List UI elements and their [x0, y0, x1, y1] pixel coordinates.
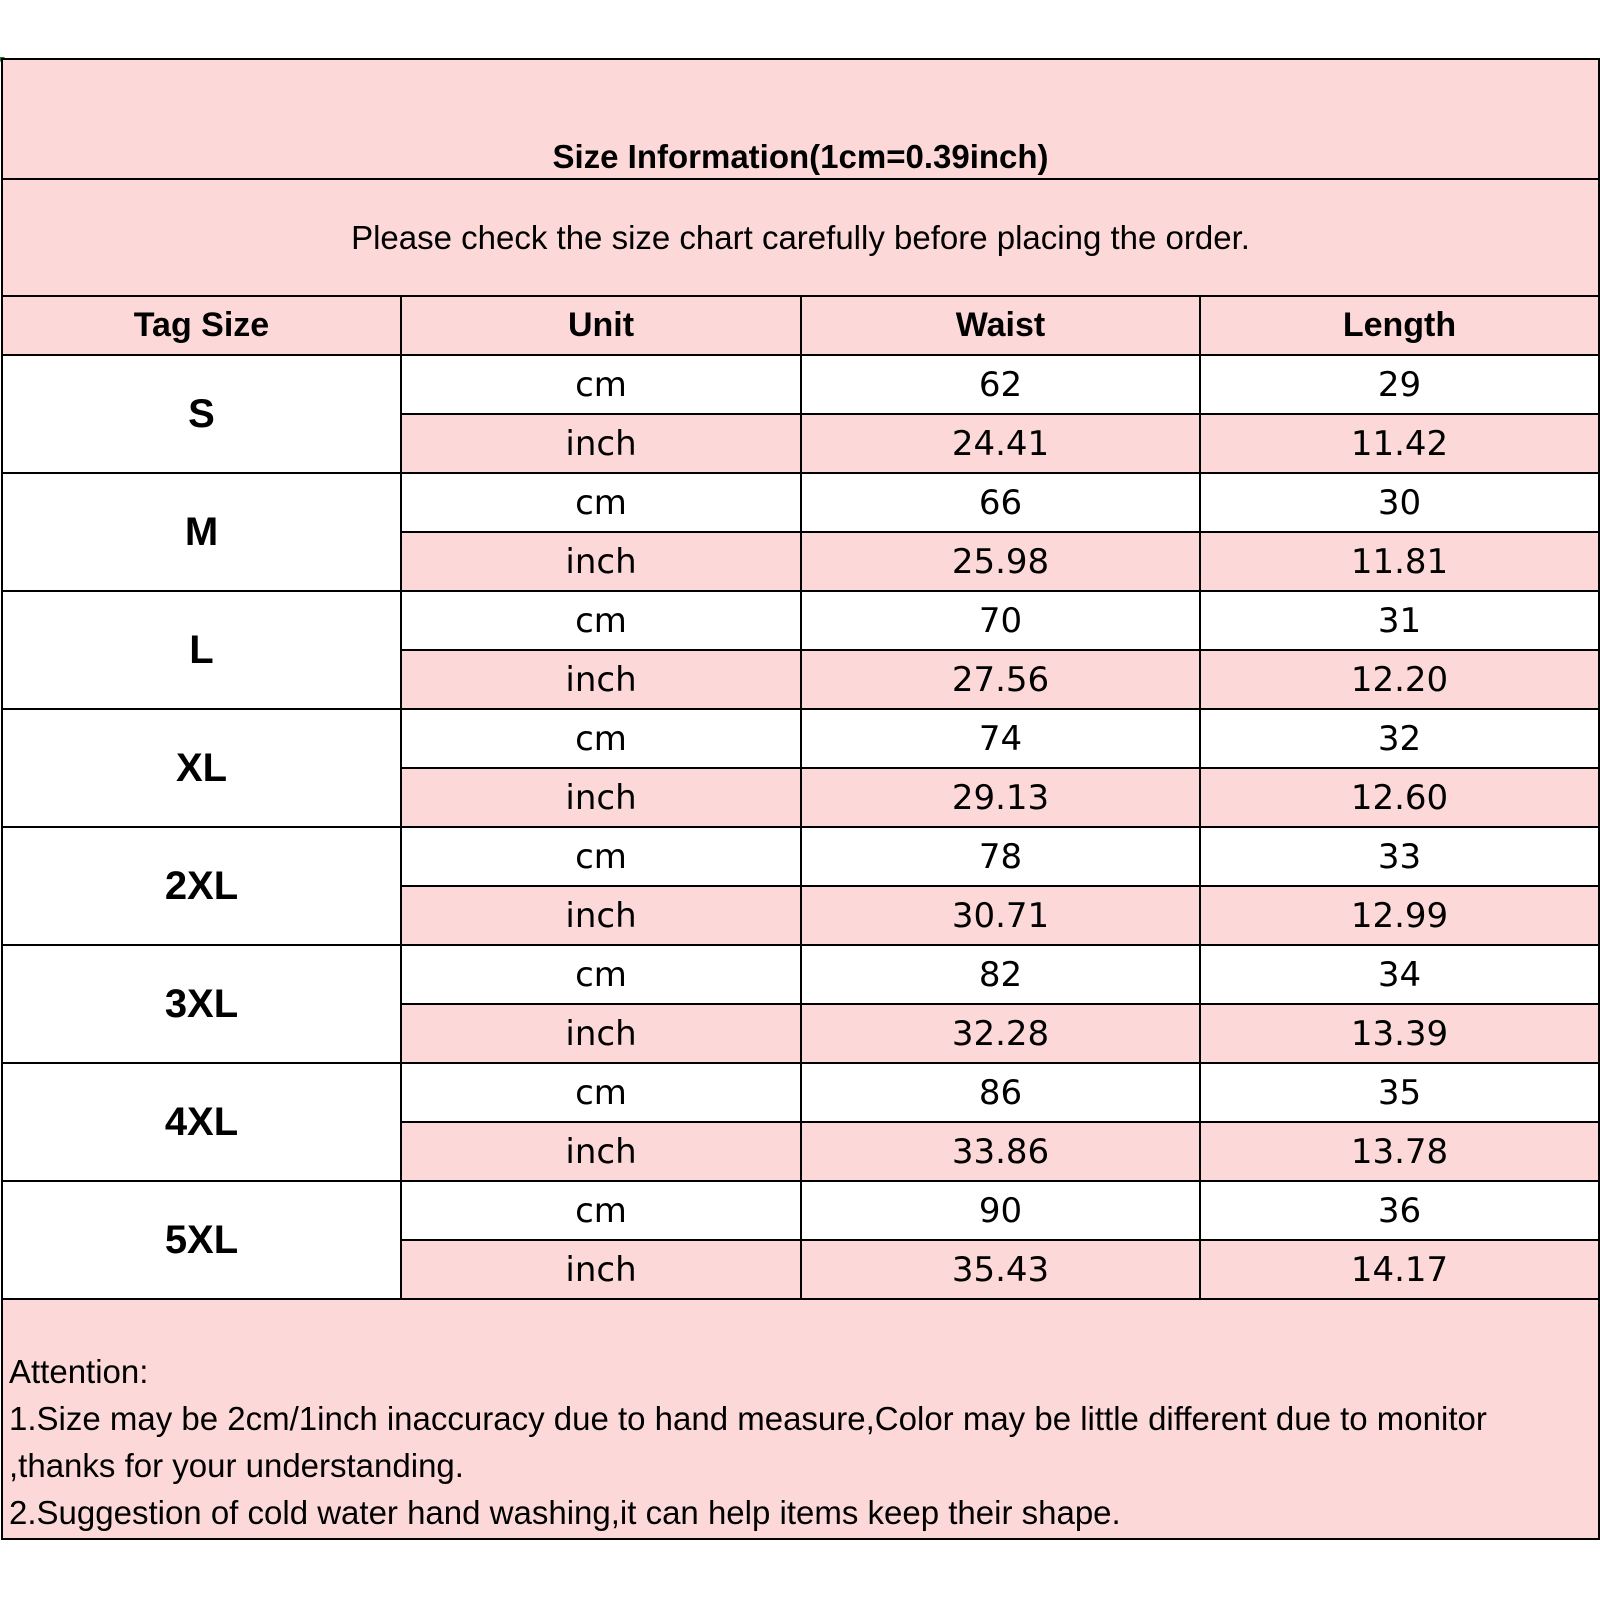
unit-inch-cell: inch: [401, 1240, 801, 1299]
waist-cm-cell: 90: [801, 1181, 1200, 1240]
header-waist: Waist: [801, 296, 1200, 355]
table-row: [2, 355, 1599, 414]
length-inch-cell: 11.81: [1200, 532, 1599, 591]
length-cm-cell: 33: [1200, 827, 1599, 886]
waist-inch-cell: 33.86: [801, 1122, 1200, 1181]
unit-inch-cell: inch: [401, 1122, 801, 1181]
waist-cm-cell: 66: [801, 473, 1200, 532]
table-row: [2, 473, 1599, 532]
length-cm-cell: 34: [1200, 945, 1599, 1004]
header-unit: Unit: [401, 296, 801, 355]
unit-cm-cell: cm: [401, 827, 801, 886]
length-inch-cell: 12.60: [1200, 768, 1599, 827]
chart-subtitle: Please check the size chart carefully before placing the order.: [2, 179, 1599, 296]
waist-inch-cell: 25.98: [801, 532, 1200, 591]
unit-inch-cell: inch: [401, 768, 801, 827]
waist-inch-cell: 32.28: [801, 1004, 1200, 1063]
waist-cm-cell: 74: [801, 709, 1200, 768]
size-chart-table: [1, 58, 1600, 1540]
length-cm-cell: 29: [1200, 355, 1599, 414]
waist-cm-cell: 62: [801, 355, 1200, 414]
unit-cm-cell: cm: [401, 473, 801, 532]
table-row: [2, 827, 1599, 886]
length-cm-cell: 36: [1200, 1181, 1599, 1240]
waist-cm-cell: 82: [801, 945, 1200, 1004]
unit-cm-cell: cm: [401, 945, 801, 1004]
note-2: 2.Suggestion of cold water hand washing,it can help items keep their shape.: [9, 1494, 1121, 1531]
unit-inch-cell: inch: [401, 886, 801, 945]
length-inch-cell: 12.20: [1200, 650, 1599, 709]
table-row: [2, 1181, 1599, 1240]
tag-size-cell: 4XL: [2, 1063, 401, 1181]
unit-cm-cell: cm: [401, 709, 801, 768]
waist-inch-cell: 24.41: [801, 414, 1200, 473]
header-length: Length: [1200, 296, 1599, 355]
unit-inch-cell: inch: [401, 532, 801, 591]
waist-inch-cell: 30.71: [801, 886, 1200, 945]
unit-inch-cell: inch: [401, 1004, 801, 1063]
tag-size-cell: XL: [2, 709, 401, 827]
waist-cm-cell: 78: [801, 827, 1200, 886]
chart-title: Size Information(1cm=0.39inch): [2, 59, 1599, 179]
waist-inch-cell: 35.43: [801, 1240, 1200, 1299]
length-inch-cell: 11.42: [1200, 414, 1599, 473]
unit-inch-cell: inch: [401, 650, 801, 709]
tag-size-cell: M: [2, 473, 401, 591]
length-inch-cell: 13.78: [1200, 1122, 1599, 1181]
size-chart-sheet: [1, 58, 1598, 1540]
length-cm-cell: 31: [1200, 591, 1599, 650]
tag-size-cell: 3XL: [2, 945, 401, 1063]
length-inch-cell: 14.17: [1200, 1240, 1599, 1299]
note-1: 1.Size may be 2cm/1inch inaccuracy due to hand measure,Color may be little different due to monitor ,thanks for your understanding.: [9, 1400, 1487, 1484]
tag-size-cell: L: [2, 591, 401, 709]
header-tag-size: Tag Size: [2, 296, 401, 355]
unit-cm-cell: cm: [401, 1063, 801, 1122]
table-row: [2, 709, 1599, 768]
unit-cm-cell: cm: [401, 1181, 801, 1240]
header-row: [2, 296, 1599, 355]
length-cm-cell: 32: [1200, 709, 1599, 768]
attention-notes: [2, 1299, 1599, 1539]
unit-inch-cell: inch: [401, 414, 801, 473]
table-row: [2, 591, 1599, 650]
unit-cm-cell: cm: [401, 355, 801, 414]
attention-heading: Attention:: [9, 1353, 149, 1390]
unit-cm-cell: cm: [401, 591, 801, 650]
table-row: [2, 1063, 1599, 1122]
table-row: [2, 945, 1599, 1004]
length-inch-cell: 13.39: [1200, 1004, 1599, 1063]
waist-inch-cell: 27.56: [801, 650, 1200, 709]
length-inch-cell: 12.99: [1200, 886, 1599, 945]
tag-size-cell: S: [2, 355, 401, 473]
tag-size-cell: 2XL: [2, 827, 401, 945]
length-cm-cell: 35: [1200, 1063, 1599, 1122]
waist-inch-cell: 29.13: [801, 768, 1200, 827]
waist-cm-cell: 86: [801, 1063, 1200, 1122]
waist-cm-cell: 70: [801, 591, 1200, 650]
length-cm-cell: 30: [1200, 473, 1599, 532]
tag-size-cell: 5XL: [2, 1181, 401, 1299]
